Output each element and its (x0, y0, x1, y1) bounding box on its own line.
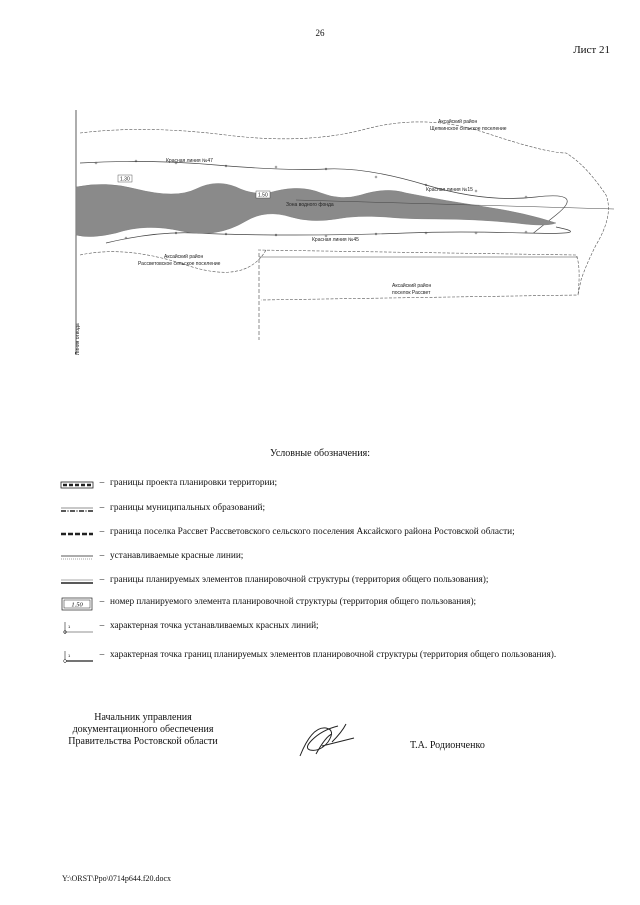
map-label-district-br: Аксайский район (392, 283, 432, 289)
position-line-2: документационного обеспечения (72, 724, 214, 735)
svg-text:1: 1 (68, 653, 71, 658)
sheet-label: Лист 21 (573, 44, 610, 56)
red-line-point-symbol (60, 621, 94, 635)
element-boundary-symbol (60, 575, 94, 589)
map-label-redline-3: Красная линия №45 (312, 237, 359, 243)
signatory-name: Т.А. Родионченко (410, 740, 485, 751)
map-label-zone: Зона водного фонда (286, 202, 334, 208)
water-area (76, 183, 556, 236)
map-label-settlement-top: Щепкинское сельское поселение (430, 126, 507, 132)
svg-text:1: 1 (68, 624, 71, 629)
handwritten-signature (292, 716, 362, 766)
planning-boundary-symbol (60, 478, 94, 492)
map-label-district-top: Аксайский район (438, 119, 478, 125)
position-line-3: Правительства Ростовской области (68, 736, 218, 747)
signatory-position (58, 712, 228, 748)
map-label-settlement-br: поселок Рассвет (392, 290, 431, 296)
legend-item-red-lines: – устанавливаемые красные линии; (60, 551, 580, 565)
legend-item-settlement-boundary: – граница поселка Рассвет Рассветовского сельского поселения Аксайского района Ростовской области; (60, 527, 580, 541)
element-point-symbol (60, 650, 94, 664)
planning-map (66, 105, 626, 355)
map-label-redline-1: Красная линия №47 (166, 158, 213, 164)
legend-item-element-point: 1 – характерная точка границ планируемых элементов планировочной структуры (территория общего пользования). (60, 650, 580, 664)
map-element-a: 1.50 (258, 192, 268, 199)
legend-item-planning-boundary: – границы проекта планировки территории; (60, 478, 580, 492)
element-number-symbol (60, 597, 94, 611)
map-label-vertical: Линия отвода (75, 323, 81, 355)
svg-text:1.50: 1.50 (71, 601, 83, 609)
map-label-settlement-bl: Рассветовское сельское поселение (138, 261, 221, 267)
map-label-district-bl: Аксайский район (164, 254, 204, 260)
legend-title: Условные обозначения: (269, 448, 370, 459)
municipal-boundary-symbol (60, 503, 94, 517)
legend-item-element-number: 1.50 – номер планируемого элемента планировочной структуры (территория общего пользования); (60, 597, 580, 611)
legend-item-element-boundary: – границы планируемых элементов планировочной структуры (территория общего пользования); (60, 575, 580, 589)
page-number: 26 (315, 28, 325, 38)
position-line-1: Начальник управления (94, 712, 192, 723)
red-lines-symbol (60, 551, 94, 565)
legend-item-municipal-boundary: – границы муниципальных образований; (60, 503, 580, 517)
map-label-redline-2: Красная линия №15 (426, 187, 473, 193)
settlement-boundary-symbol (60, 527, 94, 541)
footer-file-path: Y:\ORST\Ppo\0714p644.f20.docx (62, 874, 172, 883)
legend-item-red-line-point: 1 – характерная точка устанавливаемых красных линий; (60, 621, 580, 635)
map-element-b: 1.30 (120, 176, 130, 183)
